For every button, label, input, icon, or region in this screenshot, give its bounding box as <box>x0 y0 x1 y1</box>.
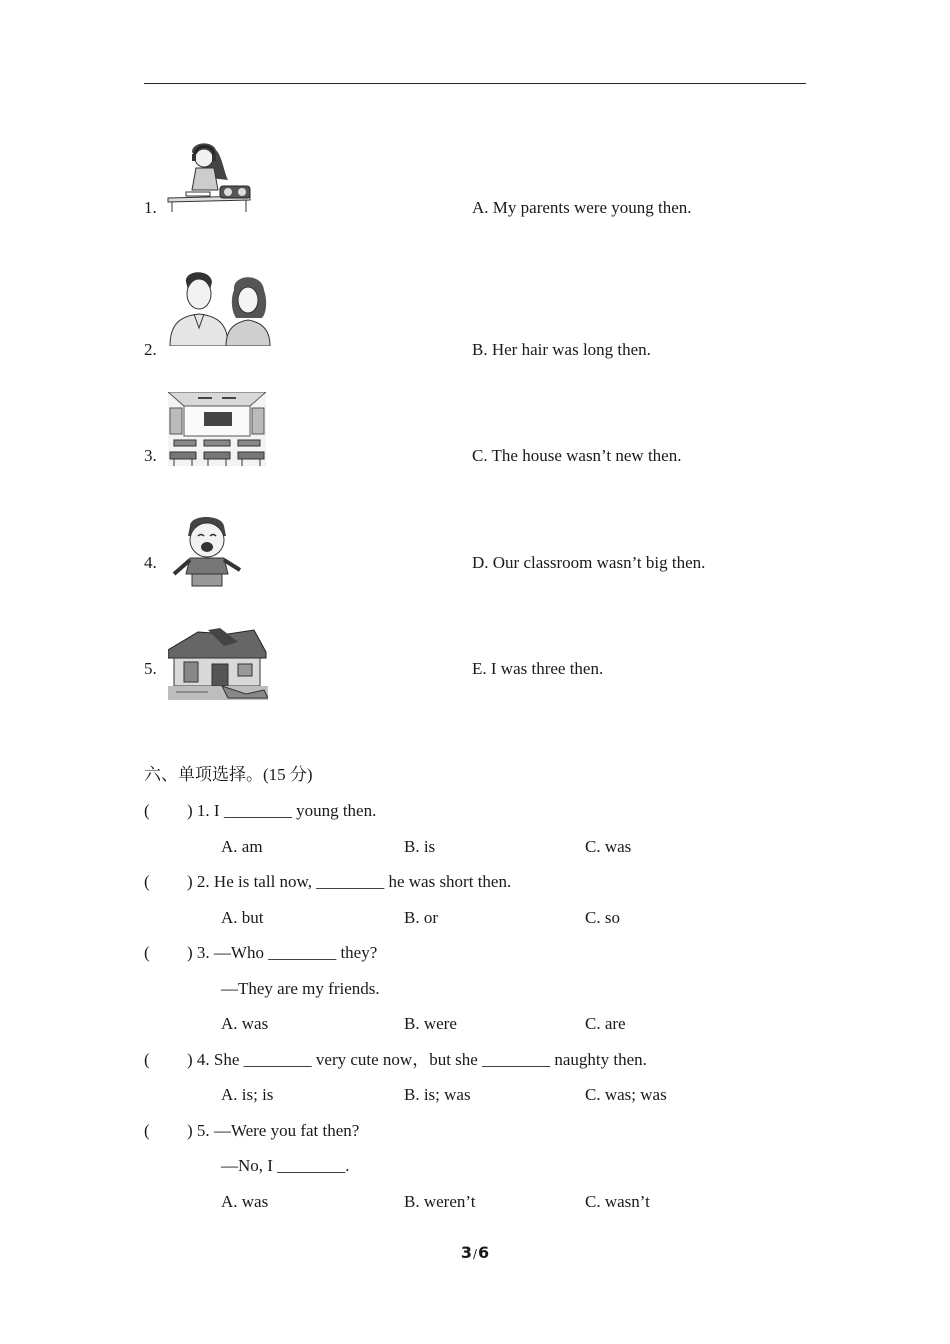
option-b: B. were <box>404 1014 457 1033</box>
option-c: C. wasn’t <box>585 1192 650 1211</box>
option-b: B. is; was <box>404 1085 471 1104</box>
answer-line: —No, I ________. <box>221 1156 350 1175</box>
laughing-boy-picture <box>170 514 244 588</box>
option-c: C. are <box>585 1014 626 1033</box>
question-stem: ) 5. —Were you fat then? <box>187 1121 360 1140</box>
page-separator: / <box>472 1247 478 1261</box>
page-current: 3 <box>460 1243 472 1262</box>
classroom-picture <box>168 392 266 466</box>
option-a: A. but <box>221 908 264 927</box>
answer-paren: ( <box>144 872 150 891</box>
match-number-5: 5. <box>144 659 157 678</box>
question-stem: ) 4. She ________ very cute now，but she ________ naughty then. <box>187 1050 647 1069</box>
answer-paren: ( <box>144 801 150 820</box>
section-title: 六、单项选择。(15 分) <box>144 765 313 784</box>
option-a: A. is; is <box>221 1085 274 1104</box>
match-number-1: 1. <box>144 198 157 217</box>
option-a: A. was <box>221 1192 269 1211</box>
match-option-e: E. I was three then. <box>472 659 604 678</box>
option-a: A. am <box>221 837 263 856</box>
match-number-2: 2. <box>144 340 157 359</box>
option-b: B. is <box>404 837 436 856</box>
header-rule <box>144 83 806 84</box>
option-c: C. was; was <box>585 1085 667 1104</box>
page-total: 6 <box>478 1243 490 1262</box>
answer-line: —They are my friends. <box>221 979 380 998</box>
match-number-3: 3. <box>144 446 157 465</box>
option-c: C. so <box>585 908 620 927</box>
option-c: C. was <box>585 837 632 856</box>
match-option-a: A. My parents were young then. <box>472 198 692 217</box>
option-b: B. or <box>404 908 438 927</box>
match-option-d: D. Our classroom wasn’t big then. <box>472 553 706 572</box>
match-option-c: C. The house wasn’t new then. <box>472 446 682 465</box>
question-stem: ) 3. —Who ________ they? <box>187 943 378 962</box>
option-b: B. weren’t <box>404 1192 476 1211</box>
question-stem: ) 2. He is tall now, ________ he was short then. <box>187 872 512 891</box>
answer-paren: ( <box>144 1050 150 1069</box>
answer-paren: ( <box>144 1121 150 1140</box>
match-option-b: B. Her hair was long then. <box>472 340 651 359</box>
page-number <box>0 1243 950 1262</box>
girl-listening-to-music-picture <box>166 138 254 212</box>
option-a: A. was <box>221 1014 269 1033</box>
man-and-woman-picture <box>166 268 272 346</box>
old-house-picture <box>168 628 268 700</box>
answer-paren: ( <box>144 943 150 962</box>
match-number-4: 4. <box>144 553 157 572</box>
question-stem: ) 1. I ________ young then. <box>187 801 377 820</box>
